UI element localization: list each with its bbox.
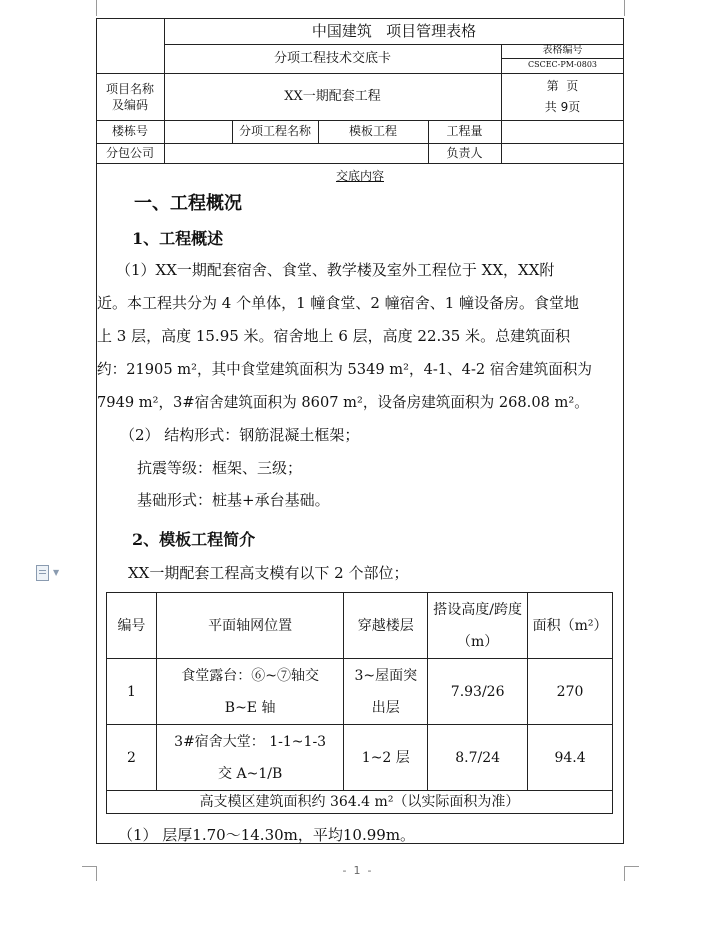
cell-floor-line-1: 3~屋面突 — [354, 667, 418, 684]
table-row — [107, 725, 613, 791]
th-no: 编号 — [107, 593, 157, 659]
subsection-1-title: 1、工程概述 — [132, 229, 224, 248]
subcontractor-value[interactable] — [164, 143, 428, 163]
subsection-2-title: 2、模板工程简介 — [132, 530, 256, 549]
para1-line-1: （1）XX一期配套宿舍、食堂、教学楼及室外工程位于 XX，XX附 — [116, 261, 555, 279]
quantity-value[interactable] — [501, 120, 624, 143]
para5: （1） 层厚1.70～14.30m，平均10.99m。 — [118, 826, 416, 844]
responsible-label: 负责人 — [446, 145, 483, 160]
table-row — [107, 659, 613, 725]
form-no: CSCEC-PM-0803 — [527, 60, 598, 70]
crop-mark-bottom-right — [624, 866, 639, 881]
cell-floor-line-1: 1~2 层 — [361, 749, 410, 766]
responsible-value[interactable] — [501, 143, 624, 163]
page-number: - 1 - — [342, 863, 372, 877]
cell-position-line-1: 食堂露台：⑥~⑦轴交 — [181, 667, 319, 684]
para1-line-5: 7949 m²，3#宿舍建筑面积为 8607 m²，设备房建筑面积为 268.08 m²。 — [97, 394, 589, 411]
high-formwork-table — [106, 592, 613, 814]
project-label: 项目名称及编码 — [106, 81, 155, 112]
document-icon[interactable] — [36, 565, 49, 581]
cell-position-line-2: 交 A~1/B — [218, 765, 283, 782]
total-pages: 共 9页 — [544, 99, 581, 114]
cell-no: 1 — [107, 659, 157, 725]
crop-mark-bottom-left — [82, 866, 97, 881]
table-header-row — [107, 593, 613, 659]
quantity-label: 工程量 — [446, 124, 483, 139]
para1-line-3: 上 3 层，高度 15.95 米。宿舍地上 6 层，高度 22.35 米。总建筑面积 — [97, 327, 571, 345]
cell-area: 94.4 — [528, 725, 613, 791]
para3: 抗震等级：框架、三级； — [137, 459, 303, 477]
page-label: 第 页 — [546, 78, 579, 93]
cell-height: 8.7/24 — [428, 725, 528, 791]
cell-position — [156, 725, 344, 791]
form-name: 分项工程技术交底卡 — [273, 50, 391, 66]
chevron-down-icon[interactable]: ▼ — [53, 568, 60, 577]
company-title: 中国建筑 项目管理表格 — [311, 21, 477, 40]
crop-mark-top-right — [624, 0, 639, 16]
para2: （2） 结构形式：钢筋混凝土框架； — [120, 426, 360, 444]
subitem-label: 分项工程名称 — [238, 124, 311, 139]
th-area: 面积（m²） — [528, 593, 613, 659]
cell-position-line-2: B~E 轴 — [224, 699, 276, 716]
subitem-value: 模板工程 — [348, 124, 397, 139]
form-no-label: 表格编号 — [542, 45, 583, 57]
table-footer: 高支模区建筑面积约 364.4 m²（以实际面积为准） — [107, 791, 613, 814]
cell-floor — [344, 725, 428, 791]
table-footer-row — [107, 791, 613, 814]
para4: 基础形式：桩基+承台基础。 — [137, 491, 330, 509]
intro-text: XX一期配套工程高支模有以下 2 个部位； — [128, 564, 409, 582]
content-heading: 交底内容 — [335, 168, 384, 183]
building-label: 楼栋号 — [111, 124, 148, 139]
th-position: 平面轴网位置 — [156, 593, 344, 659]
cell-height: 7.93/26 — [428, 659, 528, 725]
cell-position — [156, 659, 344, 725]
para1-line-4: 约：21905 m²，其中食堂建筑面积为 5349 m²，4-1、4-2 宿舍建筑面积为 — [97, 361, 592, 378]
cell-area: 270 — [528, 659, 613, 725]
project-value: XX一期配套工程 — [284, 88, 381, 104]
building-value[interactable] — [164, 120, 232, 143]
para1-line-2: 近。本工程共分为 4 个单体，1 幢食堂、2 幢宿舍、1 幢设备房。食堂地 — [97, 294, 580, 312]
crop-mark-top-left — [82, 0, 97, 16]
cell-floor-line-2: 出层 — [371, 699, 400, 716]
cell-floor — [344, 659, 428, 725]
subcontractor-label: 分包公司 — [105, 145, 154, 160]
cell-position-line-1: 3#宿舍大堂： 1-1~1-3 — [174, 733, 327, 750]
th-floor: 穿越楼层 — [344, 593, 428, 659]
th-height: 搭设高度/跨度（m） — [428, 593, 528, 659]
cell-no: 2 — [107, 725, 157, 791]
section-1-title: 一、工程概况 — [134, 193, 242, 214]
